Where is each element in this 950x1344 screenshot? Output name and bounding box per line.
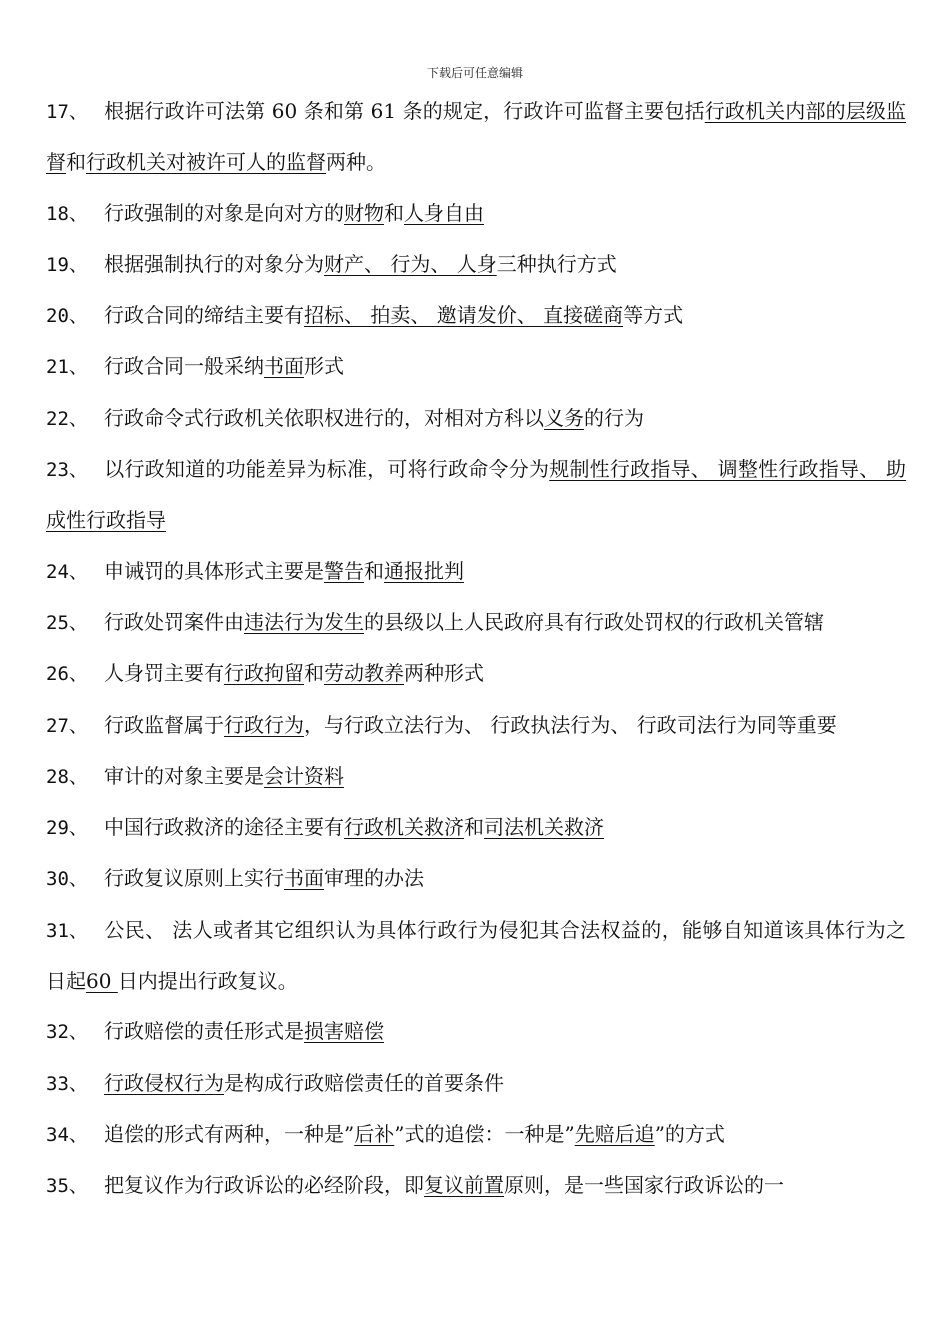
item-text: ，与行政立法行为、 行政执法行为、 行政司法行为同等重要 [304, 712, 837, 737]
answer-blank: 会计资料 [264, 763, 344, 788]
item-number: 31、 [46, 919, 88, 942]
answer-blank: 财产、 行为、 人身 [324, 251, 497, 276]
answer-blank: 书面 [284, 866, 324, 891]
item-number: 17、 [46, 101, 88, 123]
list-item [46, 1058, 906, 1109]
list-item [46, 1160, 906, 1211]
item-text: 行政强制的对象是向对方的 [104, 200, 344, 225]
page-header: 下载后可任意编辑 [426, 66, 523, 80]
list-item [46, 597, 906, 648]
item-text: 和 [304, 661, 324, 686]
list-item [46, 86, 906, 188]
list-item [46, 853, 906, 904]
item-text: 和 [384, 200, 404, 225]
item-text: 行政合同一般采纳 [104, 354, 264, 379]
item-text: 中国行政救济的途径主要有 [104, 815, 344, 840]
item-text: 行政处罚案件由 [104, 609, 244, 634]
item-text: 两种。 [326, 150, 386, 175]
item-text: 审计的对象主要是 [104, 763, 264, 788]
list-item [46, 546, 906, 597]
answer-blank: 书面 [264, 354, 304, 379]
item-text: 行政监督属于 [104, 712, 224, 737]
item-number: 25、 [46, 611, 88, 634]
item-text: 申诫罚的具体形式主要是 [104, 558, 324, 583]
item-text: 等方式 [623, 303, 684, 328]
answer-blank: 违法行为发生 [244, 609, 364, 634]
answer-blank: 行政行为 [224, 712, 304, 737]
answer-blank: 劳动教养 [324, 661, 404, 686]
list-item [46, 1109, 906, 1160]
item-text: 是构成行政赔偿责任的首要条件 [224, 1070, 504, 1095]
item-text: 行政命令式行政机关依职权进行的，对相对方科以 [104, 405, 544, 430]
item-number: 35、 [46, 1175, 88, 1198]
item-text: 日内提出行政复议。 [117, 969, 298, 994]
item-number: 20、 [46, 305, 88, 328]
item-number: 34、 [46, 1123, 88, 1146]
answer-blank: 招标、 拍卖、 邀请发价、 直接磋商 [304, 303, 624, 328]
item-number: 18、 [46, 202, 88, 225]
item-text: 公民、 法人或者其它组织认为具体行政行为侵犯其合法权益的，能够自知道该具体行为之日起 [46, 917, 906, 994]
item-number: 32、 [46, 1021, 88, 1044]
item-number: 19、 [46, 253, 88, 276]
list-item [46, 700, 906, 751]
list-item [46, 751, 906, 802]
list-item [46, 290, 906, 341]
item-number: 22、 [46, 407, 88, 430]
answer-blank: 先赔后追 [574, 1121, 655, 1146]
item-text: ”式的追偿：一种是” [394, 1121, 575, 1146]
answer-blank: 行政机关对被许可人的监督 [86, 150, 326, 175]
item-number: 33、 [46, 1072, 88, 1095]
answer-blank: 行政机关救济 [344, 815, 464, 840]
item-text: 追偿的形式有两种，一种是” [104, 1121, 355, 1146]
item-text: 行政合同的缔结主要有 [104, 303, 304, 328]
item-text: 三种执行方式 [496, 251, 617, 276]
answer-blank: 后补 [354, 1121, 395, 1146]
item-text: 根据强制执行的对象分为 [104, 251, 324, 276]
answer-blank: 人身自由 [404, 200, 484, 225]
item-text: 审理的办法 [324, 866, 424, 891]
item-text: 人身罚主要有 [104, 661, 224, 686]
list-item [46, 444, 906, 546]
item-number: 27、 [46, 714, 88, 737]
item-text: ”的方式 [654, 1121, 725, 1146]
item-text: 原则，是一些国家行政诉讼的一 [504, 1173, 784, 1198]
list-item [46, 648, 906, 699]
item-number: 23、 [46, 459, 88, 482]
list-item [46, 1006, 906, 1057]
answer-blank: 财物 [344, 200, 384, 225]
list-item [46, 905, 906, 1007]
item-number: 26、 [46, 663, 88, 686]
item-text: 形式 [304, 354, 344, 379]
item-text: 以行政知道的功能差异为标准，可将行政命令分为 [104, 457, 550, 482]
item-text: 两种形式 [404, 661, 484, 686]
item-text: 把复议作为行政诉讼的必经阶段，即 [104, 1173, 424, 1198]
item-text: 的县级以上人民政府具有行政处罚权的行政机关管辖 [364, 609, 824, 634]
item-number: 30、 [46, 868, 88, 891]
list-item [46, 802, 906, 853]
list-item [46, 188, 906, 239]
answer-blank: 复议前置 [424, 1173, 504, 1198]
item-text: 和 [364, 558, 384, 583]
answer-blank: 义务 [544, 405, 584, 430]
answer-blank: 行政拘留 [224, 661, 304, 686]
document-body [46, 86, 906, 1212]
item-text: 的行为 [584, 405, 644, 430]
answer-blank: 损害赔偿 [304, 1019, 384, 1044]
item-number: 28、 [46, 765, 88, 788]
list-item [46, 239, 906, 290]
answer-blank: 行政机关内部的层级监督 [46, 99, 907, 175]
list-item [46, 341, 906, 392]
item-text: 行政复议原则上实行 [104, 866, 284, 891]
item-number: 24、 [46, 560, 88, 583]
item-number: 21、 [46, 356, 88, 379]
answer-blank: 警告 [324, 558, 364, 583]
answer-blank: 60 [86, 969, 118, 994]
answer-blank: 通报批判 [384, 558, 464, 583]
item-number: 29、 [46, 817, 88, 840]
item-text: 和 [66, 150, 86, 175]
answer-blank: 行政侵权行为 [104, 1070, 224, 1095]
answer-blank: 司法机关救济 [484, 815, 604, 840]
item-text: 根据行政许可法第 60 条和第 61 条的规定，行政许可监督主要包括 [104, 99, 705, 123]
list-item [46, 393, 906, 444]
item-text: 和 [464, 815, 484, 840]
answer-blank: 规制性行政指导、 调整性行政指导、 助成性行政指导 [46, 457, 907, 533]
item-text: 行政赔偿的责任形式是 [104, 1019, 304, 1044]
